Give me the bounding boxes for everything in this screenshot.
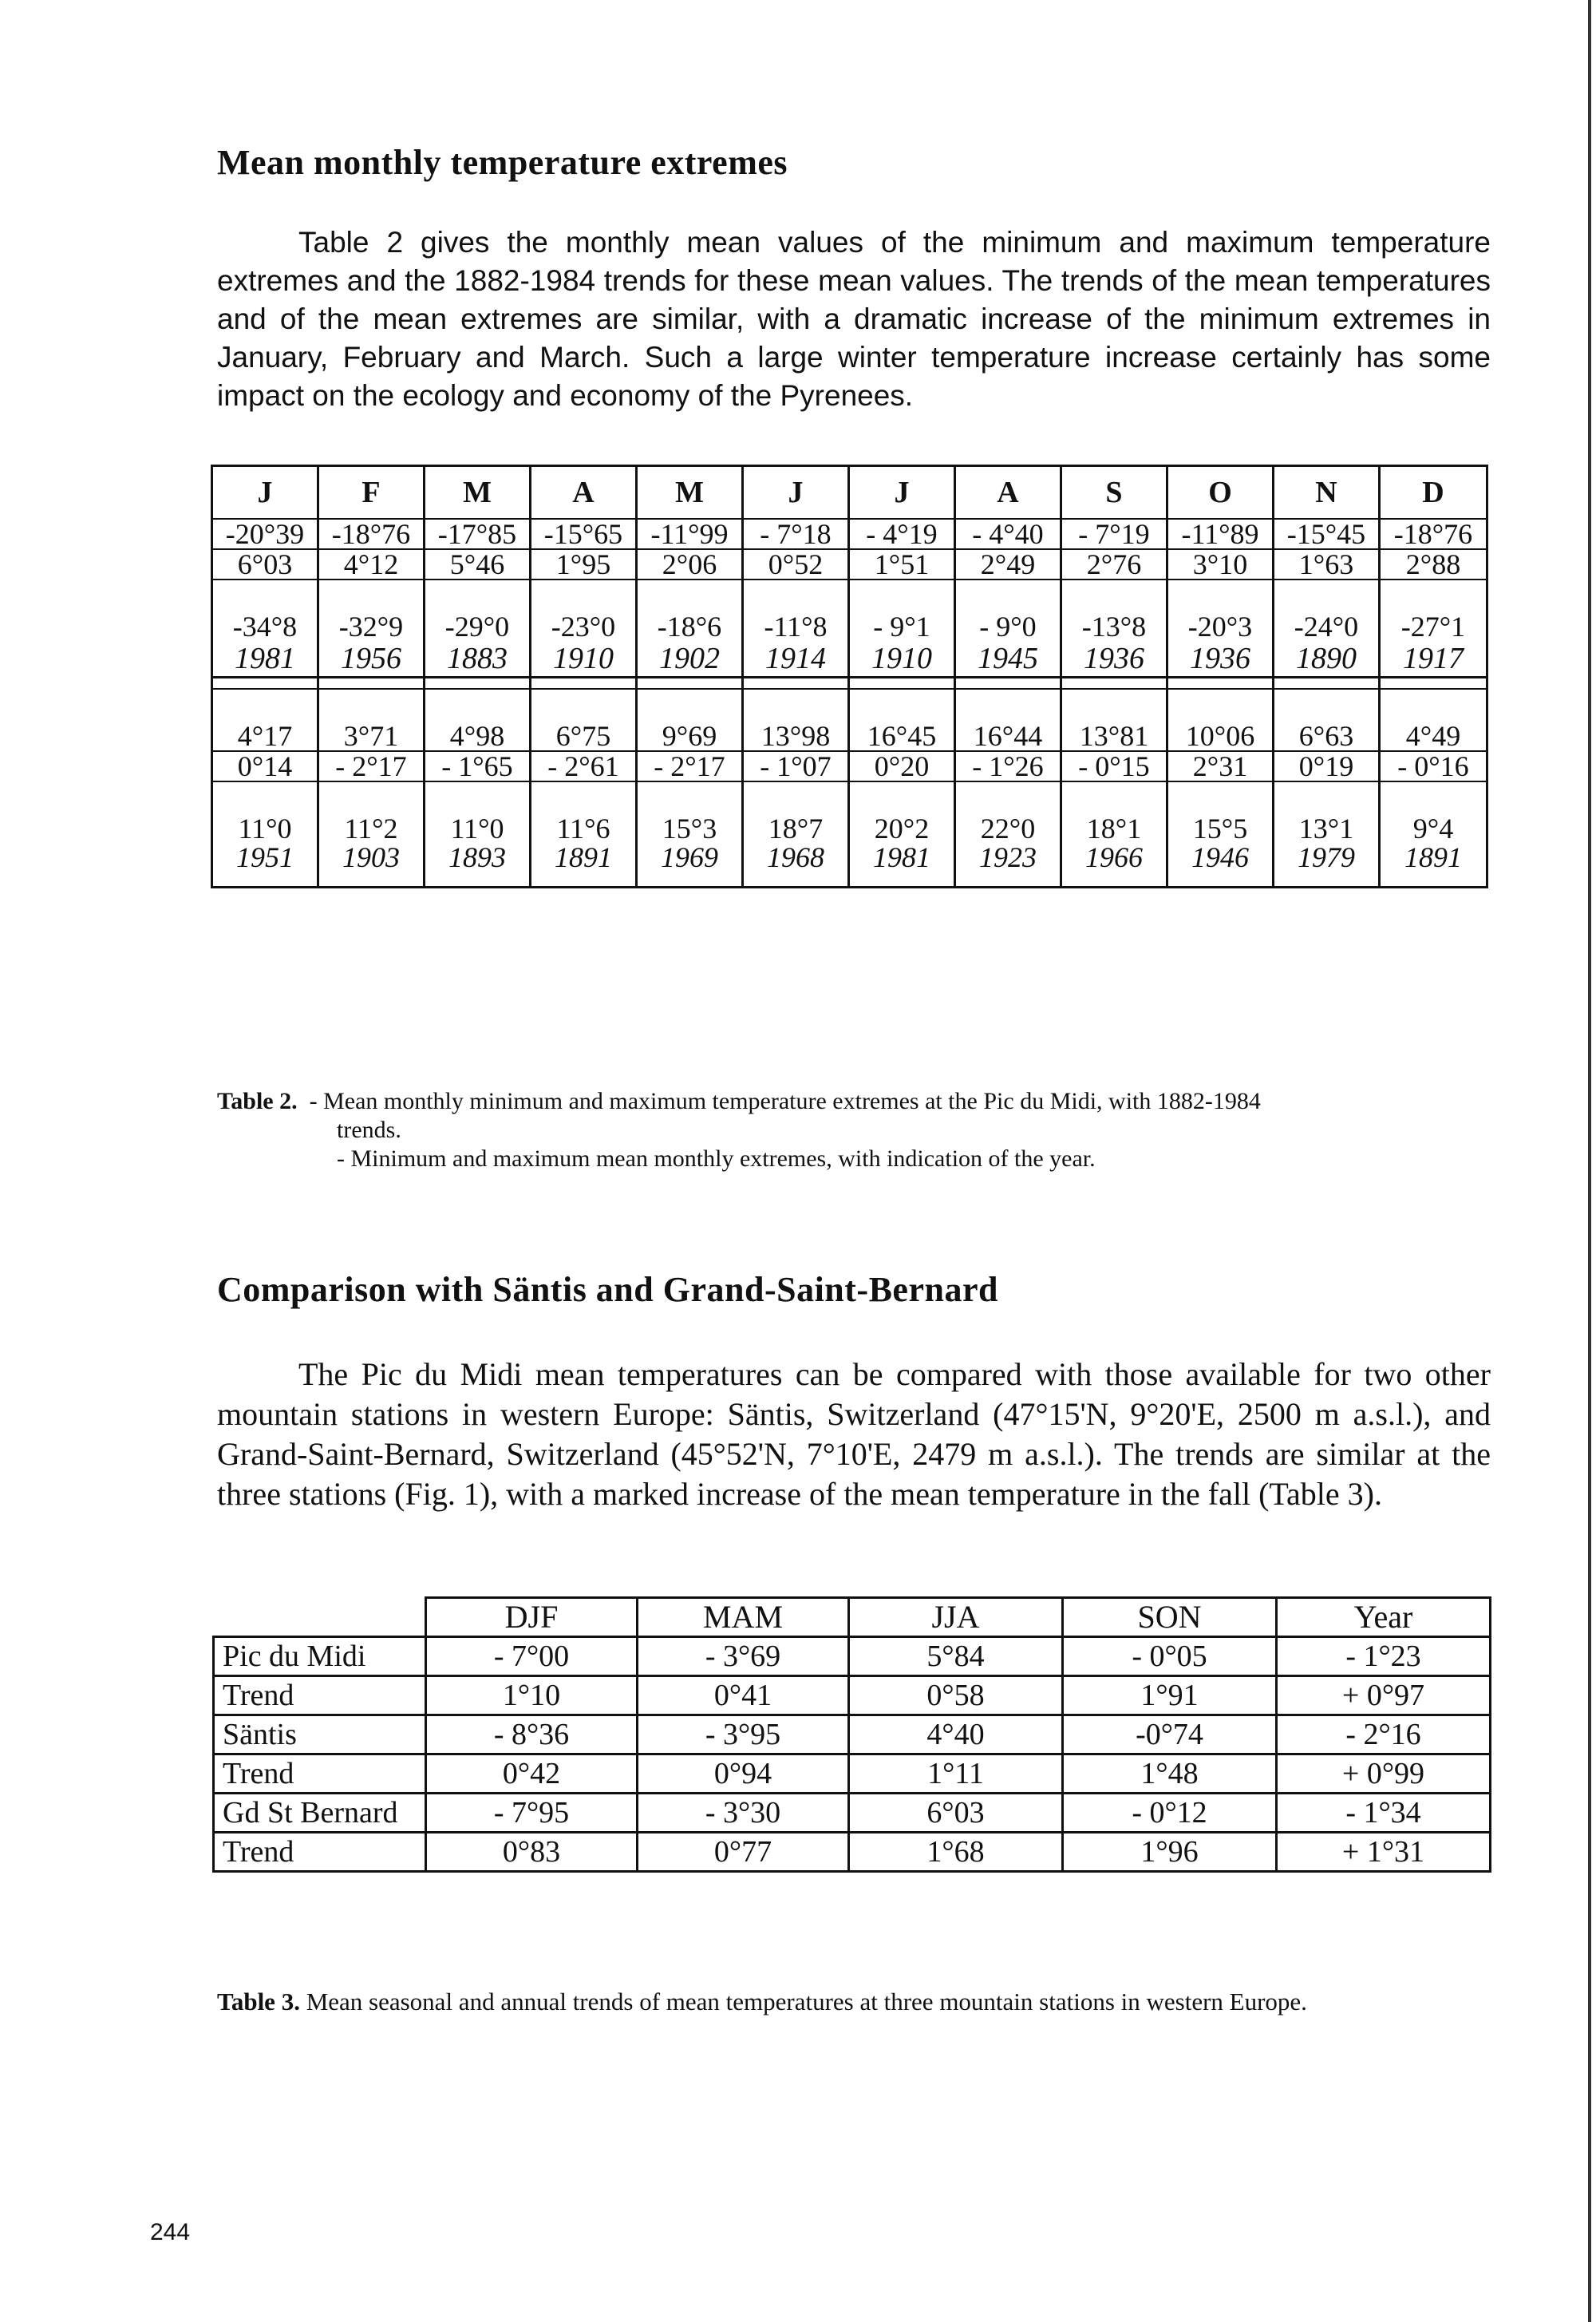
empty-cell xyxy=(1380,781,1487,814)
empty-cell xyxy=(318,580,425,612)
table-cell: 9°69 xyxy=(637,722,743,751)
table-cell: 1883 xyxy=(425,641,531,678)
empty-cell xyxy=(531,689,637,722)
season-header-cell: JJA xyxy=(849,1598,1063,1637)
min-mean-row xyxy=(212,519,1487,549)
table-cell: 1893 xyxy=(425,843,531,872)
empty-cell xyxy=(1380,872,1487,888)
table-row xyxy=(214,1833,1491,1872)
caption-line-1b: trends. xyxy=(337,1117,401,1143)
table-cell: - 1°07 xyxy=(743,751,849,781)
empty-cell xyxy=(1274,872,1380,888)
empty-cell xyxy=(212,580,318,612)
table-cell: -27°1 xyxy=(1380,612,1487,641)
empty-cell xyxy=(743,872,849,888)
table-cell: + 0°99 xyxy=(1277,1754,1491,1794)
table-cell: 0°19 xyxy=(1274,751,1380,781)
table-cell: - 0°16 xyxy=(1380,751,1487,781)
page-number: 244 xyxy=(150,2219,191,2245)
table-cell: 6°75 xyxy=(531,722,637,751)
empty-cell xyxy=(1167,580,1274,612)
table-2-temperature-extremes xyxy=(211,465,1488,888)
table-cell: 6°63 xyxy=(1274,722,1380,751)
table-cell: 1914 xyxy=(743,641,849,678)
empty-cell xyxy=(955,678,1061,690)
table-cell: A xyxy=(531,466,637,520)
table-cell: -17°85 xyxy=(425,519,531,549)
table-cell: - 7°19 xyxy=(1061,519,1167,549)
season-header-cell: Year xyxy=(1277,1598,1491,1637)
table-cell: D xyxy=(1380,466,1487,520)
table-end-row xyxy=(212,872,1487,888)
table-cell: 5°46 xyxy=(425,549,531,580)
table-cell: 0°42 xyxy=(426,1754,638,1794)
page-edge-line xyxy=(1588,0,1591,2322)
table-cell: 1°10 xyxy=(426,1676,638,1715)
table-cell: 1923 xyxy=(955,843,1061,872)
table-cell: 3°10 xyxy=(1167,549,1274,580)
table-cell: 4°40 xyxy=(849,1715,1063,1754)
table-cell: 0°94 xyxy=(638,1754,849,1794)
section-title-extremes: Mean monthly temperature extremes xyxy=(217,143,788,182)
table-cell: 0°83 xyxy=(426,1833,638,1872)
table-cell: - 2°17 xyxy=(637,751,743,781)
table-cell: 1945 xyxy=(955,641,1061,678)
table-cell: 0°77 xyxy=(638,1833,849,1872)
table-cell: 1°48 xyxy=(1063,1754,1277,1794)
table-cell: 2°76 xyxy=(1061,549,1167,580)
empty-cell xyxy=(212,678,318,690)
table-cell: - 1°26 xyxy=(955,751,1061,781)
empty-cell xyxy=(1380,678,1487,690)
spacer-row xyxy=(212,689,1487,722)
empty-cell xyxy=(425,781,531,814)
table-cell: -29°0 xyxy=(425,612,531,641)
empty-cell xyxy=(425,689,531,722)
header-blank-cell xyxy=(214,1598,426,1637)
empty-cell xyxy=(1061,781,1167,814)
empty-cell xyxy=(955,689,1061,722)
empty-cell xyxy=(1061,689,1167,722)
section-title-comparison: Comparison with Säntis and Grand-Saint-Bernard xyxy=(217,1270,998,1309)
empty-cell xyxy=(425,678,531,690)
table-cell: 1981 xyxy=(849,843,955,872)
min-extreme-row xyxy=(212,612,1487,641)
table-cell: 4°49 xyxy=(1380,722,1487,751)
empty-cell xyxy=(849,781,955,814)
empty-cell xyxy=(1380,689,1487,722)
table-cell: -18°6 xyxy=(637,612,743,641)
table-cell: - 8°36 xyxy=(426,1715,638,1754)
table-cell: 11°0 xyxy=(212,814,318,843)
table-cell: 2°88 xyxy=(1380,549,1487,580)
table-cell: -11°8 xyxy=(743,612,849,641)
empty-cell xyxy=(318,781,425,814)
table-cell: - 1°34 xyxy=(1277,1794,1491,1833)
table-cell: M xyxy=(637,466,743,520)
table-cell: 1981 xyxy=(212,641,318,678)
table-cell: 13°98 xyxy=(743,722,849,751)
empty-cell xyxy=(637,678,743,690)
table-cell: 15°5 xyxy=(1167,814,1274,843)
table-cell: 1891 xyxy=(1380,843,1487,872)
table-cell: 1910 xyxy=(531,641,637,678)
row-label: Gd St Bernard xyxy=(214,1794,426,1833)
season-header-row xyxy=(214,1598,1491,1637)
table-cell: 1968 xyxy=(743,843,849,872)
spacer-row xyxy=(212,781,1487,814)
table-cell: 1966 xyxy=(1061,843,1167,872)
table-cell: 0°52 xyxy=(743,549,849,580)
table-cell: 1969 xyxy=(637,843,743,872)
empty-cell xyxy=(425,580,531,612)
table-cell: 6°03 xyxy=(849,1794,1063,1833)
row-label: Säntis xyxy=(214,1715,426,1754)
paragraph-comparison: The Pic du Midi mean temperatures can be compared with those available for two other mountain stations in western Europe: Säntis, Switzerland (47°15'N, 9°20'E, 2500 m a.s.l.), and Grand-Saint-Bernard, Switzerland (45°52'N, 7°10'E, 2479 m a.s.l.). The trends are similar at the three stations (Fig. 1), with a marked increase of the mean temperature in the fall (Table 3). xyxy=(217,1356,1491,1512)
table-cell: 18°7 xyxy=(743,814,849,843)
table-cell: - 7°00 xyxy=(426,1637,638,1676)
table-cell: 18°1 xyxy=(1061,814,1167,843)
empty-cell xyxy=(955,580,1061,612)
table-cell: - 1°23 xyxy=(1277,1637,1491,1676)
paragraph-extremes: Table 2 gives the monthly mean values of the minimum and maximum temperature extremes and the 1882-1984 trends for these mean values. The trends of the mean temperatures and of the mean extremes are similar, with a dramatic increase of the minimum extremes in January, February and March. Such a large winter temperature increase certainly has some impact on the ecology and economy of the Pyrenees. xyxy=(217,226,1491,412)
table-cell: N xyxy=(1274,466,1380,520)
empty-cell xyxy=(212,872,318,888)
table-cell: 1936 xyxy=(1061,641,1167,678)
table-cell: -0°74 xyxy=(1063,1715,1277,1754)
empty-cell xyxy=(849,580,955,612)
table-cell: - 0°15 xyxy=(1061,751,1167,781)
table-cell: - 4°40 xyxy=(955,519,1061,549)
table-cell: F xyxy=(318,466,425,520)
table-cell: 0°41 xyxy=(638,1676,849,1715)
table-cell: 1979 xyxy=(1274,843,1380,872)
table-cell: -20°39 xyxy=(212,519,318,549)
empty-cell xyxy=(743,689,849,722)
row-label: Pic du Midi xyxy=(214,1637,426,1676)
empty-cell xyxy=(743,781,849,814)
table-cell: 1°95 xyxy=(531,549,637,580)
spacer-row xyxy=(212,580,1487,612)
table-cell: -11°89 xyxy=(1167,519,1274,549)
empty-cell xyxy=(1167,689,1274,722)
empty-cell xyxy=(531,781,637,814)
table-row xyxy=(214,1754,1491,1794)
table-cell: 5°84 xyxy=(849,1637,1063,1676)
empty-cell xyxy=(531,678,637,690)
table-cell: - 2°17 xyxy=(318,751,425,781)
table-cell: 1890 xyxy=(1274,641,1380,678)
season-header-cell: MAM xyxy=(638,1598,849,1637)
table-cell: - 1°65 xyxy=(425,751,531,781)
row-label: Trend xyxy=(214,1754,426,1794)
caption-label: Table 2. xyxy=(217,1088,298,1114)
table-cell: -34°8 xyxy=(212,612,318,641)
table-cell: 2°06 xyxy=(637,549,743,580)
table-3-seasonal-trends xyxy=(212,1596,1491,1873)
max-trend-row xyxy=(212,751,1487,781)
table-cell: -24°0 xyxy=(1274,612,1380,641)
table-cell: M xyxy=(425,466,531,520)
table-cell: 11°2 xyxy=(318,814,425,843)
table-cell: 6°03 xyxy=(212,549,318,580)
table-cell: 1°68 xyxy=(849,1833,1063,1872)
table-cell: 1902 xyxy=(637,641,743,678)
table-row xyxy=(214,1715,1491,1754)
table-cell: 0°20 xyxy=(849,751,955,781)
table-cell: 1936 xyxy=(1167,641,1274,678)
empty-cell xyxy=(318,678,425,690)
empty-cell xyxy=(1167,678,1274,690)
empty-cell xyxy=(955,781,1061,814)
empty-cell xyxy=(1274,781,1380,814)
table-cell: J xyxy=(212,466,318,520)
caption-text: Mean seasonal and annual trends of mean temperatures at three mountain stations in western Europe. xyxy=(306,1988,1307,2015)
min-extreme-year-row xyxy=(212,641,1487,678)
table-cell: 1°11 xyxy=(849,1754,1063,1794)
table-cell: - 2°16 xyxy=(1277,1715,1491,1754)
table-cell: -18°76 xyxy=(1380,519,1487,549)
caption-line-1: - Mean monthly minimum and maximum temperature extremes at the Pic du Midi, with 1882-1984 xyxy=(309,1088,1261,1114)
empty-cell xyxy=(1274,580,1380,612)
table-cell: 22°0 xyxy=(955,814,1061,843)
empty-cell xyxy=(743,678,849,690)
season-header-cell: DJF xyxy=(426,1598,638,1637)
table-cell: 1891 xyxy=(531,843,637,872)
row-label: Trend xyxy=(214,1833,426,1872)
table-cell: - 0°12 xyxy=(1063,1794,1277,1833)
table-cell: 4°12 xyxy=(318,549,425,580)
table-cell: 16°44 xyxy=(955,722,1061,751)
table-cell: - 9°0 xyxy=(955,612,1061,641)
min-trend-row xyxy=(212,549,1487,580)
table-3-caption xyxy=(217,1988,1307,2016)
empty-cell xyxy=(637,781,743,814)
empty-cell xyxy=(849,689,955,722)
table-cell: 1910 xyxy=(849,641,955,678)
empty-cell xyxy=(1061,580,1167,612)
table-cell: -23°0 xyxy=(531,612,637,641)
table-cell: 1°96 xyxy=(1063,1833,1277,1872)
table-cell: 20°2 xyxy=(849,814,955,843)
table-cell: - 7°95 xyxy=(426,1794,638,1833)
table-2-caption xyxy=(217,1087,1261,1173)
empty-cell xyxy=(1274,678,1380,690)
empty-cell xyxy=(637,580,743,612)
table-cell: 1946 xyxy=(1167,843,1274,872)
empty-cell xyxy=(425,872,531,888)
empty-cell xyxy=(1061,678,1167,690)
table-cell: 1°91 xyxy=(1063,1676,1277,1715)
table-cell: 4°98 xyxy=(425,722,531,751)
empty-cell xyxy=(743,580,849,612)
table-cell: + 1°31 xyxy=(1277,1833,1491,1872)
table-cell: 10°06 xyxy=(1167,722,1274,751)
empty-cell xyxy=(531,872,637,888)
separator-row xyxy=(212,678,1487,690)
table-cell: 0°58 xyxy=(849,1676,1063,1715)
table-cell: -15°65 xyxy=(531,519,637,549)
table-cell: + 0°97 xyxy=(1277,1676,1491,1715)
table-cell: -18°76 xyxy=(318,519,425,549)
table-cell: 1917 xyxy=(1380,641,1487,678)
table-cell: 0°14 xyxy=(212,751,318,781)
table-cell: 9°4 xyxy=(1380,814,1487,843)
empty-cell xyxy=(1061,872,1167,888)
empty-cell xyxy=(1380,580,1487,612)
table-cell: 11°0 xyxy=(425,814,531,843)
table-cell: -11°99 xyxy=(637,519,743,549)
table-cell: 2°31 xyxy=(1167,751,1274,781)
table-cell: -20°3 xyxy=(1167,612,1274,641)
table-cell: 15°3 xyxy=(637,814,743,843)
caption-line-2: - Minimum and maximum mean monthly extremes, with indication of the year. xyxy=(337,1145,1096,1172)
table-cell: - 7°18 xyxy=(743,519,849,549)
table-cell: 11°6 xyxy=(531,814,637,843)
empty-cell xyxy=(1167,781,1274,814)
season-header-cell: SON xyxy=(1063,1598,1277,1637)
table-cell: 4°17 xyxy=(212,722,318,751)
empty-cell xyxy=(637,872,743,888)
table-cell: -13°8 xyxy=(1061,612,1167,641)
table-cell: - 3°30 xyxy=(638,1794,849,1833)
empty-cell xyxy=(849,872,955,888)
table-cell: 2°49 xyxy=(955,549,1061,580)
empty-cell xyxy=(1274,689,1380,722)
table-cell: - 4°19 xyxy=(849,519,955,549)
empty-cell xyxy=(212,689,318,722)
table-cell: O xyxy=(1167,466,1274,520)
empty-cell xyxy=(849,678,955,690)
empty-cell xyxy=(531,580,637,612)
table-cell: 1903 xyxy=(318,843,425,872)
empty-cell xyxy=(212,781,318,814)
empty-cell xyxy=(955,872,1061,888)
table-cell: -32°9 xyxy=(318,612,425,641)
table-cell: 1956 xyxy=(318,641,425,678)
table-cell: - 0°05 xyxy=(1063,1637,1277,1676)
table-cell: 1°63 xyxy=(1274,549,1380,580)
empty-cell xyxy=(318,872,425,888)
table-cell: 13°81 xyxy=(1061,722,1167,751)
table-cell: 13°1 xyxy=(1274,814,1380,843)
max-extreme-row xyxy=(212,814,1487,843)
table-cell: J xyxy=(849,466,955,520)
table-row xyxy=(214,1794,1491,1833)
table-cell: - 9°1 xyxy=(849,612,955,641)
empty-cell xyxy=(318,689,425,722)
table-cell: J xyxy=(743,466,849,520)
table-cell: - 3°95 xyxy=(638,1715,849,1754)
empty-cell xyxy=(1167,872,1274,888)
table-cell: A xyxy=(955,466,1061,520)
table-cell: - 3°69 xyxy=(638,1637,849,1676)
table-cell: - 2°61 xyxy=(531,751,637,781)
table-cell: -15°45 xyxy=(1274,519,1380,549)
month-header-row xyxy=(212,466,1487,520)
empty-cell xyxy=(637,689,743,722)
table-cell: S xyxy=(1061,466,1167,520)
caption-label: Table 3. xyxy=(217,1988,300,2015)
max-mean-row xyxy=(212,722,1487,751)
table-cell: 1°51 xyxy=(849,549,955,580)
table-row xyxy=(214,1676,1491,1715)
table-cell: 16°45 xyxy=(849,722,955,751)
table-cell: 1951 xyxy=(212,843,318,872)
max-extreme-year-row xyxy=(212,843,1487,872)
table-cell: 3°71 xyxy=(318,722,425,751)
table-row xyxy=(214,1637,1491,1676)
row-label: Trend xyxy=(214,1676,426,1715)
